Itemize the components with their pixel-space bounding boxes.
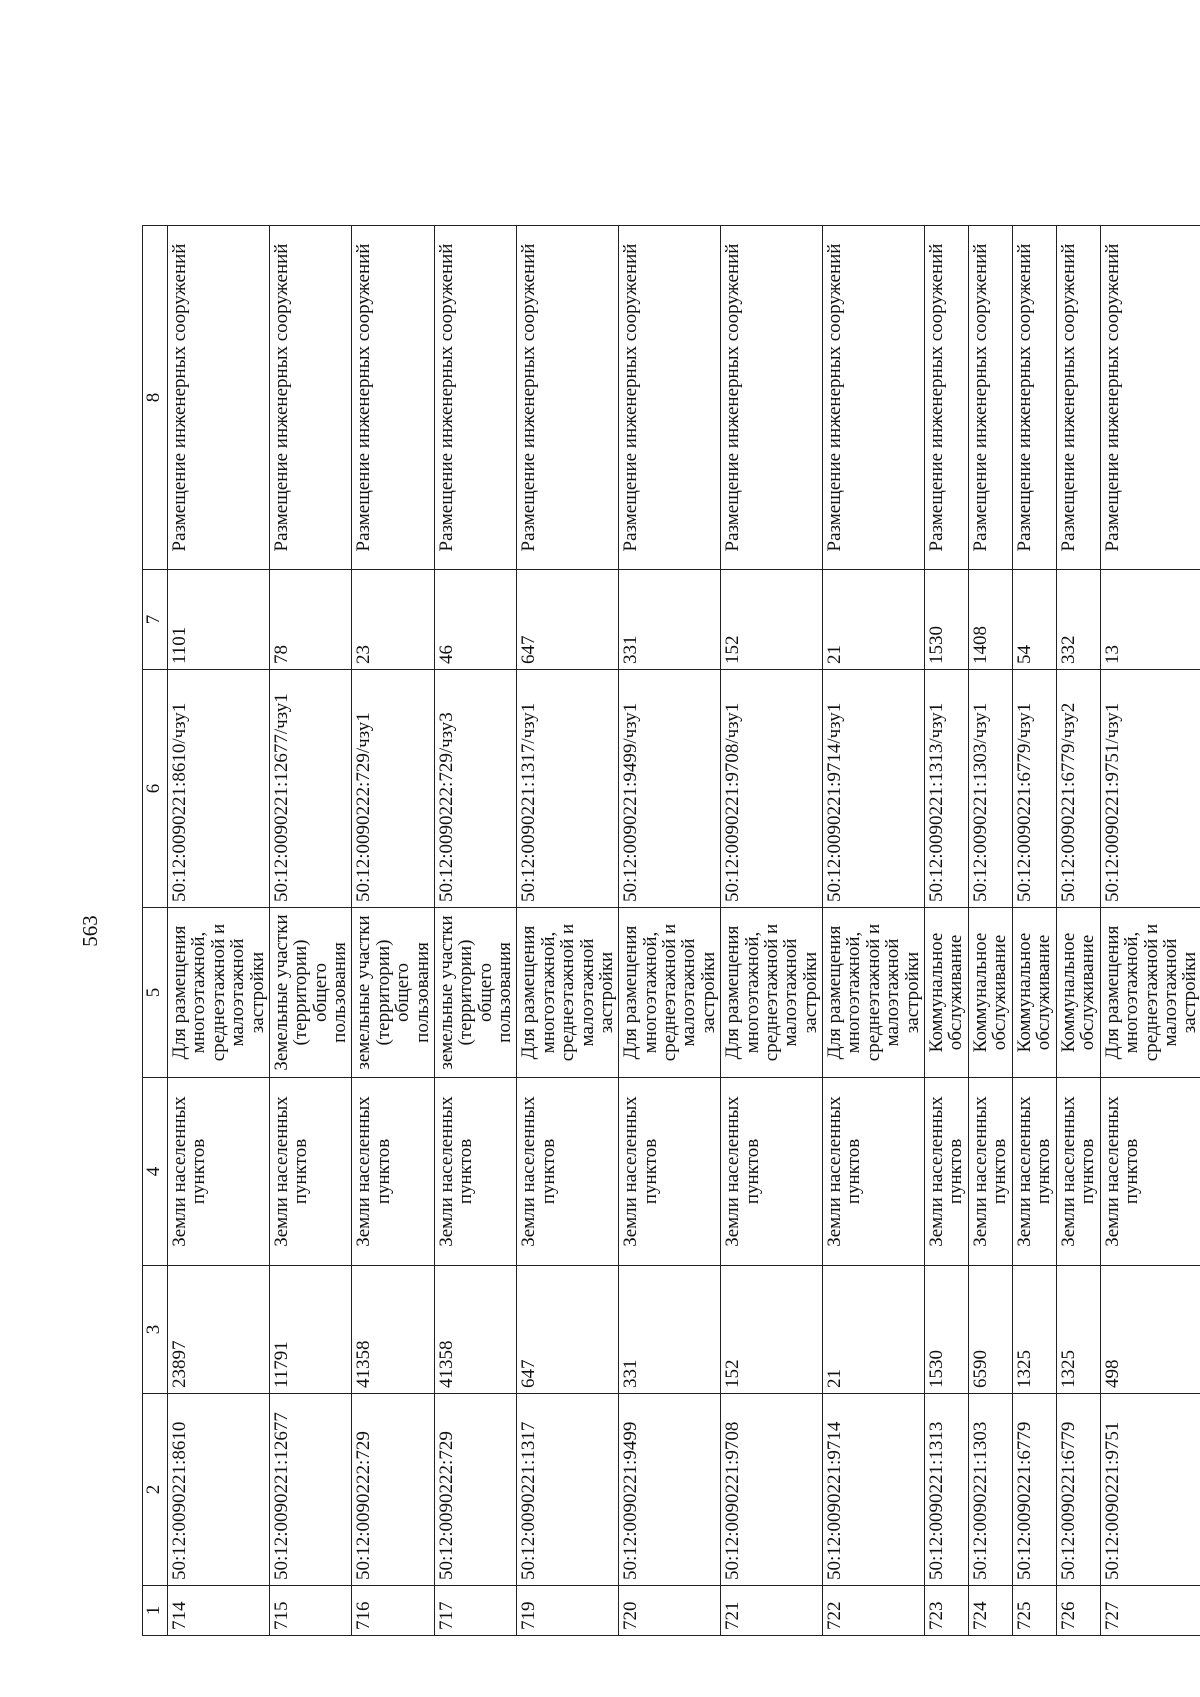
header-cell: 3 [143,1266,168,1394]
table-row [968,226,1012,1636]
table-row [517,226,619,1636]
permitted-use-cell: Коммунальное обслуживание [924,908,968,1078]
row-number-cell: 717 [434,1586,517,1636]
zone-number-cell: 50:12:0090221:6779/чзу1 [1012,670,1056,908]
row-number-cell: 719 [517,1586,619,1636]
land-category-cell: Земли населенных пунктов [1056,1078,1100,1266]
purpose-cell: Размещение инженерных сооружений [517,226,619,570]
area-cell: 11791 [269,1266,352,1394]
zone-area-cell: 78 [269,570,352,670]
row-number-cell: 715 [269,1586,352,1636]
permitted-use-cell: Для размещения многоэтажной, среднеэтажной и малоэтажной застройки [517,908,619,1078]
zone-number-cell: 50:12:0090221:9751/чзу1 [1100,670,1200,908]
row-number-cell: 714 [168,1586,270,1636]
table-row [1100,226,1200,1636]
land-plots-table [142,225,1200,1636]
table-row [1012,226,1056,1636]
permitted-use-cell: Земельные участки (территории) общего пользования [269,908,352,1078]
zone-area-cell: 152 [721,570,823,670]
cadastral-number-cell: 50:12:0090221:6779 [1012,1394,1056,1586]
table-body [143,226,1200,1636]
zone-number-cell: 50:12:0090221:12677/чзу1 [269,670,352,908]
row-number-cell: 724 [968,1586,1012,1636]
land-category-cell: Земли населенных пунктов [269,1078,352,1266]
header-cell: 6 [143,670,168,908]
area-cell: 152 [721,1266,823,1394]
zone-number-cell: 50:12:0090222:729/чзу3 [434,670,517,908]
land-category-cell: Земли населенных пунктов [517,1078,619,1266]
permitted-use-cell: земельные участки (территории) общего пользования [434,908,517,1078]
area-cell: 6590 [968,1266,1012,1394]
permitted-use-cell: Коммунальное обслуживание [1056,908,1100,1078]
zone-area-cell: 332 [1056,570,1100,670]
table-row [434,226,517,1636]
area-cell: 498 [1100,1266,1200,1394]
header-cell: 4 [143,1078,168,1266]
purpose-cell: Размещение инженерных сооружений [168,226,270,570]
land-category-cell: Земли населенных пунктов [619,1078,721,1266]
rotated-table-block [78,226,1200,1636]
zone-area-cell: 1101 [168,570,270,670]
purpose-cell: Размещение инженерных сооружений [924,226,968,570]
header-cell: 1 [143,1586,168,1636]
row-number-cell: 723 [924,1586,968,1636]
zone-number-cell: 50:12:0090221:1303/чзу1 [968,670,1012,908]
header-cell: 7 [143,570,168,670]
cadastral-number-cell: 50:12:0090221:9751 [1100,1394,1200,1586]
land-category-cell: Земли населенных пунктов [168,1078,270,1266]
row-number-cell: 726 [1056,1586,1100,1636]
land-category-cell: Земли населенных пунктов [968,1078,1012,1266]
row-number-cell: 722 [823,1586,925,1636]
purpose-cell: Размещение инженерных сооружений [1100,226,1200,570]
zone-number-cell: 50:12:0090221:1313/чзу1 [924,670,968,908]
row-number-cell: 716 [352,1586,435,1636]
zone-area-cell: 1408 [968,570,1012,670]
page-number: 563 [78,915,102,947]
purpose-cell: Размещение инженерных сооружений [1056,226,1100,570]
cadastral-number-cell: 50:12:0090221:8610 [168,1394,270,1586]
purpose-cell: Размещение инженерных сооружений [1012,226,1056,570]
zone-area-cell: 54 [1012,570,1056,670]
table-row [352,226,435,1636]
table-row [924,226,968,1636]
table-row [619,226,721,1636]
purpose-cell: Размещение инженерных сооружений [269,226,352,570]
land-category-cell: Земли населенных пунктов [352,1078,435,1266]
zone-area-cell: 647 [517,570,619,670]
cadastral-number-cell: 50:12:0090221:9714 [823,1394,925,1586]
land-category-cell: Земли населенных пунктов [823,1078,925,1266]
purpose-cell: Размещение инженерных сооружений [823,226,925,570]
header-cell: 8 [143,226,168,570]
zone-number-cell: 50:12:0090222:729/чзу1 [352,670,435,908]
purpose-cell: Размещение инженерных сооружений [721,226,823,570]
area-cell: 1530 [924,1266,968,1394]
cadastral-number-cell: 50:12:0090222:729 [352,1394,435,1586]
area-cell: 1325 [1012,1266,1056,1394]
area-cell: 23897 [168,1266,270,1394]
area-cell: 331 [619,1266,721,1394]
cadastral-number-cell: 50:12:0090221:12677 [269,1394,352,1586]
zone-number-cell: 50:12:0090221:9714/чзу1 [823,670,925,908]
table-row [269,226,352,1636]
purpose-cell: Размещение инженерных сооружений [434,226,517,570]
zone-area-cell: 46 [434,570,517,670]
purpose-cell: Размещение инженерных сооружений [352,226,435,570]
purpose-cell: Размещение инженерных сооружений [968,226,1012,570]
row-number-cell: 727 [1100,1586,1200,1636]
permitted-use-cell: Коммунальное обслуживание [1012,908,1056,1078]
header-cell: 5 [143,908,168,1078]
area-cell: 647 [517,1266,619,1394]
area-cell: 1325 [1056,1266,1100,1394]
permitted-use-cell: земельные участки (территории) общего пользования [352,908,435,1078]
zone-area-cell: 13 [1100,570,1200,670]
permitted-use-cell: Коммунальное обслуживание [968,908,1012,1078]
land-category-cell: Земли населенных пунктов [1100,1078,1200,1266]
zone-number-cell: 50:12:0090221:8610/чзу1 [168,670,270,908]
permitted-use-cell: Для размещения многоэтажной, среднеэтажной и малоэтажной застройки [721,908,823,1078]
table-row [168,226,270,1636]
land-category-cell: Земли населенных пунктов [924,1078,968,1266]
cadastral-number-cell: 50:12:0090221:9708 [721,1394,823,1586]
row-number-cell: 721 [721,1586,823,1636]
cadastral-number-cell: 50:12:0090221:1317 [517,1394,619,1586]
permitted-use-cell: Для размещения многоэтажной, среднеэтажной и малоэтажной застройки [168,908,270,1078]
header-row [143,226,168,1636]
cadastral-number-cell: 50:12:0090221:1313 [924,1394,968,1586]
land-category-cell: Земли населенных пунктов [434,1078,517,1266]
zone-number-cell: 50:12:0090221:9499/чзу1 [619,670,721,908]
zone-area-cell: 1530 [924,570,968,670]
row-number-cell: 725 [1012,1586,1056,1636]
cadastral-number-cell: 50:12:0090221:9499 [619,1394,721,1586]
zone-number-cell: 50:12:0090221:1317/чзу1 [517,670,619,908]
area-cell: 41358 [434,1266,517,1394]
header-cell: 2 [143,1394,168,1586]
land-category-cell: Земли населенных пунктов [1012,1078,1056,1266]
permitted-use-cell: Для размещения многоэтажной, среднеэтажной и малоэтажной застройки [823,908,925,1078]
permitted-use-cell: Для размещения многоэтажной, среднеэтажной и малоэтажной застройки [1100,908,1200,1078]
zone-area-cell: 21 [823,570,925,670]
row-number-cell: 720 [619,1586,721,1636]
permitted-use-cell: Для размещения многоэтажной, среднеэтажной и малоэтажной застройки [619,908,721,1078]
zone-number-cell: 50:12:0090221:9708/чзу1 [721,670,823,908]
cadastral-number-cell: 50:12:0090221:1303 [968,1394,1012,1586]
land-category-cell: Земли населенных пунктов [721,1078,823,1266]
table-row [721,226,823,1636]
cadastral-number-cell: 50:12:0090221:6779 [1056,1394,1100,1586]
zone-area-cell: 23 [352,570,435,670]
cadastral-number-cell: 50:12:0090222:729 [434,1394,517,1586]
zone-area-cell: 331 [619,570,721,670]
purpose-cell: Размещение инженерных сооружений [619,226,721,570]
area-cell: 41358 [352,1266,435,1394]
table-row [1056,226,1100,1636]
zone-number-cell: 50:12:0090221:6779/чзу2 [1056,670,1100,908]
table-row [823,226,925,1636]
area-cell: 21 [823,1266,925,1394]
